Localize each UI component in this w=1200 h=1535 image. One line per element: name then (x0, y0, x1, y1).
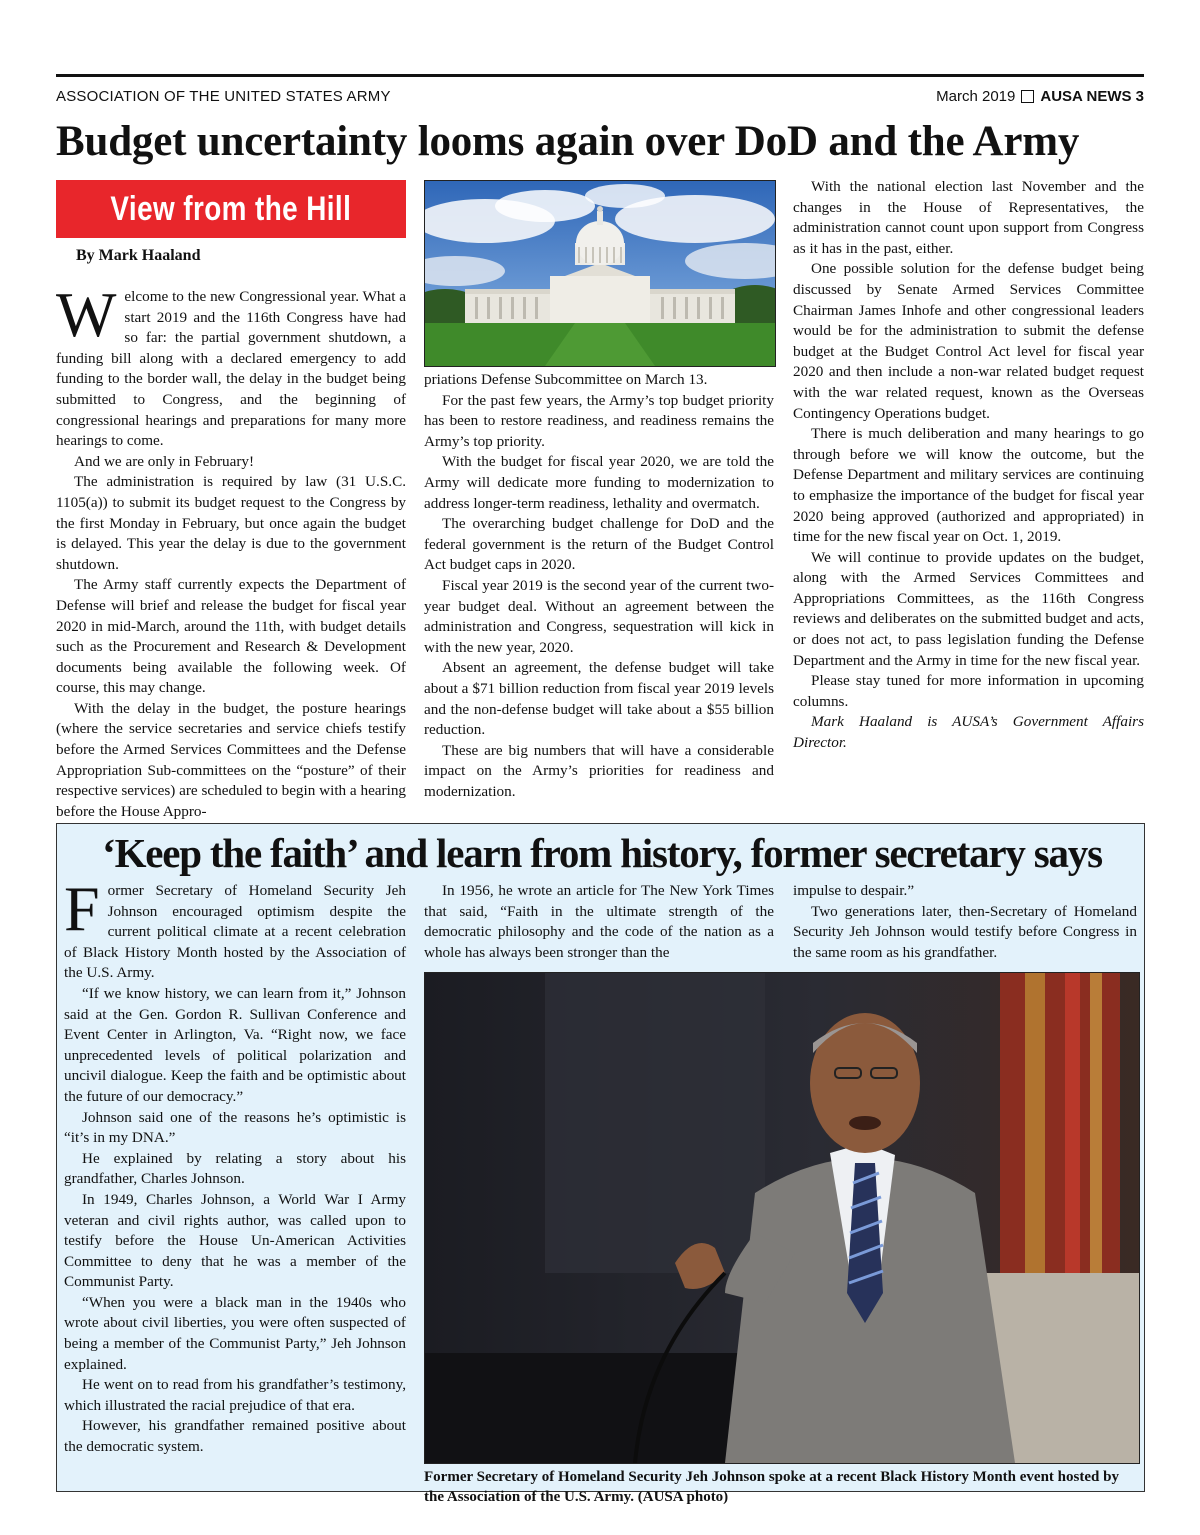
article1-paragraph: Fiscal year 2019 is the second year of the current two-year budget deal. Without an agreement between the administration and Congress, sequestration will kick in with the new year, 2020. (424, 576, 774, 656)
author-signoff: Mark Haaland is AUSA’s Government Affairs Director. (793, 713, 1144, 752)
byline: By Mark Haaland (76, 247, 201, 264)
publication-name: AUSA NEWS 3 (1040, 88, 1144, 105)
dropcap: F (64, 873, 100, 944)
article2-column-1 (64, 873, 406, 1458)
article1-paragraph: The overarching budget challenge for DoD and the federal government is the return of the Budget Control Act budget caps in 2020. (424, 515, 774, 574)
article1-headline: Budget uncertainty looms again over DoD and the Army (56, 118, 1080, 165)
folio (936, 88, 1144, 105)
article1-paragraph: With the delay in the budget, the posture hearings (where the service secretaries and service chiefs testify before the Armed Services Committees and the Defense Appropriation Sub-committees on the “posture” of their respective services) are scheduled to begin with a hearing before the House Appro- (56, 699, 407, 820)
article1-paragraph: For the past few years, the Army’s top budget priority has been to restore readiness, and readiness remains the Army’s top priority. (424, 391, 774, 450)
article1-paragraph: Absent an agreement, the defense budget will take about a $71 billion reduction from fiscal year 2019 levels and the non-defense budget will take about a $55 billion reduction. (424, 659, 774, 739)
column-banner (56, 180, 406, 238)
capitol-photo (424, 180, 776, 367)
article2-paragraph: Two generations later, then-Secretary of Homeland Security Jeh Johnson would testify before Congress in the same room as his grandfather. (793, 902, 1137, 961)
org-name: ASSOCIATION OF THE UNITED STATES ARMY (56, 88, 391, 105)
article1-paragraph: The administration is required by law (31 U.S.C. 1105(a)) to submit its budget request to the Congress by the first Monday in February, but once again the budget is delayed. This year the delay is due to the government shutdown. (56, 473, 406, 573)
article1-paragraph: The Army staff currently expects the Department of Defense will brief and release the budget for fiscal year 2020 in mid-March, around the 11th, with budget details such as the Procurement and Research & Development documents being available the following week. Of course, this may change. (56, 576, 406, 697)
checkbox-square-icon (1021, 90, 1034, 103)
article1-column-1 (56, 279, 407, 822)
article1-column-3 (793, 177, 1144, 754)
capitol-illustration (425, 181, 775, 366)
article1-paragraph (56, 279, 406, 452)
article2-paragraph: “If we know history, we can learn from it,” Johnson said at the Gen. Gordon R. Sullivan Conference and Event Center in Arlington, Va. “Right now, we face unprecedented levels of political polarization and uncivil dialogue. Keep the faith and be optimistic about the future of our democracy.” (64, 984, 406, 1105)
article2-paragraph: impulse to despair.” (793, 882, 915, 899)
article1-paragraph: And we are only in February! (74, 452, 255, 470)
article1-paragraph: We will continue to provide updates on the budget, along with the Armed Services Committees and Appropriations Committees, as the 116th Congress reviews and deliberates on the submitted budget and acts, or does not act, to pass legislation funding the Defense Department and the Army in time for the new fiscal year. (793, 548, 1144, 669)
photo-caption: Former Secretary of Homeland Security Jeh Johnson spoke at a recent Black History Month event hosted by the Association of the U.S. Army. (AUSA photo) (424, 1469, 1119, 1505)
article1-paragraph: With the national election last November and the changes in the House of Representatives, the administration cannot count upon support from Congress as it has in the past, either. (793, 178, 1144, 257)
article1-paragraph: With the budget for fiscal year 2020, we are told the Army will dedicate more funding to modernization to address longer-term readiness, lethality and overmatch. (424, 453, 774, 512)
article2-paragraph: He went on to read from his grandfather’s testimony, which illustrated the racial prejudice of that era. (64, 1376, 406, 1414)
article1-paragraph: There is much deliberation and many hearings to go through before we will know the outcome, but the Defense Department and military services are continuing to emphasize the importance of the budget for fiscal year 2020 being approved (authorized and appropriated) in time for the new fiscal year on Oct. 1, 2019. (793, 425, 1144, 546)
article1-paragraph: These are big numbers that will have a considerable impact on the Army’s priorities for readiness and modernization. (424, 741, 774, 800)
article2-paragraph: In 1949, Charles Johnson, a World War I Army veteran and civil rights author, was called upon to testify before the House Un-American Activities Committee to deny that he was a member of the Communist Party. (64, 1190, 406, 1291)
article2-paragraph: In 1956, he wrote an article for The New York Times that said, “Faith in the ultimate strength of the democratic philosophy and the code of the nation as a whole has always been stronger than the (424, 882, 774, 961)
article2-column-3 (793, 881, 1137, 963)
article2-paragraph (64, 873, 406, 984)
issue-date: March 2019 (936, 88, 1016, 105)
paragraph-text: elcome to the new Congressional year. What a start 2019 and the 116th Congress have had so far: the partial government shutdown, a funding bill along with a declared emergency to add funding to the border wall, the delay in the budget being submitted to Congress, and the beginning of congressional hearings and preparations for many more hearings to come. (56, 288, 406, 450)
paragraph-text: ormer Secretary of Homeland Security Jeh Johnson encouraged optimism despite the current political climate at a recent celebration of Black History Month hosted by the Association of the U.S. Army. (64, 882, 406, 982)
article2-paragraph: “When you were a black man in the 1940s who wrote about civil liberties, you were often suspected of being a member of the Communist Party,” Jeh Johnson explained. (64, 1293, 406, 1373)
article1-paragraph: One possible solution for the defense budget being discussed by Senate Armed Services Committee Chairman James Inhofe and other congressional leaders would be for the administration to submit the defense budget at the Budget Control Act level for fiscal year 2020 and then include a non-war related budget request with the war related request, known as the Overseas Contingency Operations budget. (793, 260, 1144, 422)
article1-column-2 (424, 370, 774, 802)
article2-paragraph: Johnson said one of the reasons he’s optimistic is “it’s in my DNA.” (64, 1108, 406, 1147)
article1-paragraph: priations Defense Subcommittee on March 13. (424, 371, 708, 388)
article2-paragraph: However, his grandfather remained positive about the democratic system. (64, 1417, 406, 1456)
speaker-illustration (425, 973, 1139, 1463)
speaker-photo (424, 972, 1140, 1464)
article2-paragraph: He explained by relating a story about his grandfather, Charles Johnson. (64, 1149, 406, 1188)
top-rule (56, 74, 1144, 77)
article2-column-2 (424, 881, 774, 963)
article1-paragraph: Please stay tuned for more information in upcoming columns. (793, 672, 1144, 710)
article2-headline: ‘Keep the faith’ and learn from history, former secretary says (102, 830, 1102, 876)
dropcap: W (56, 279, 117, 350)
column-banner-text: View from the Hill (110, 189, 352, 228)
